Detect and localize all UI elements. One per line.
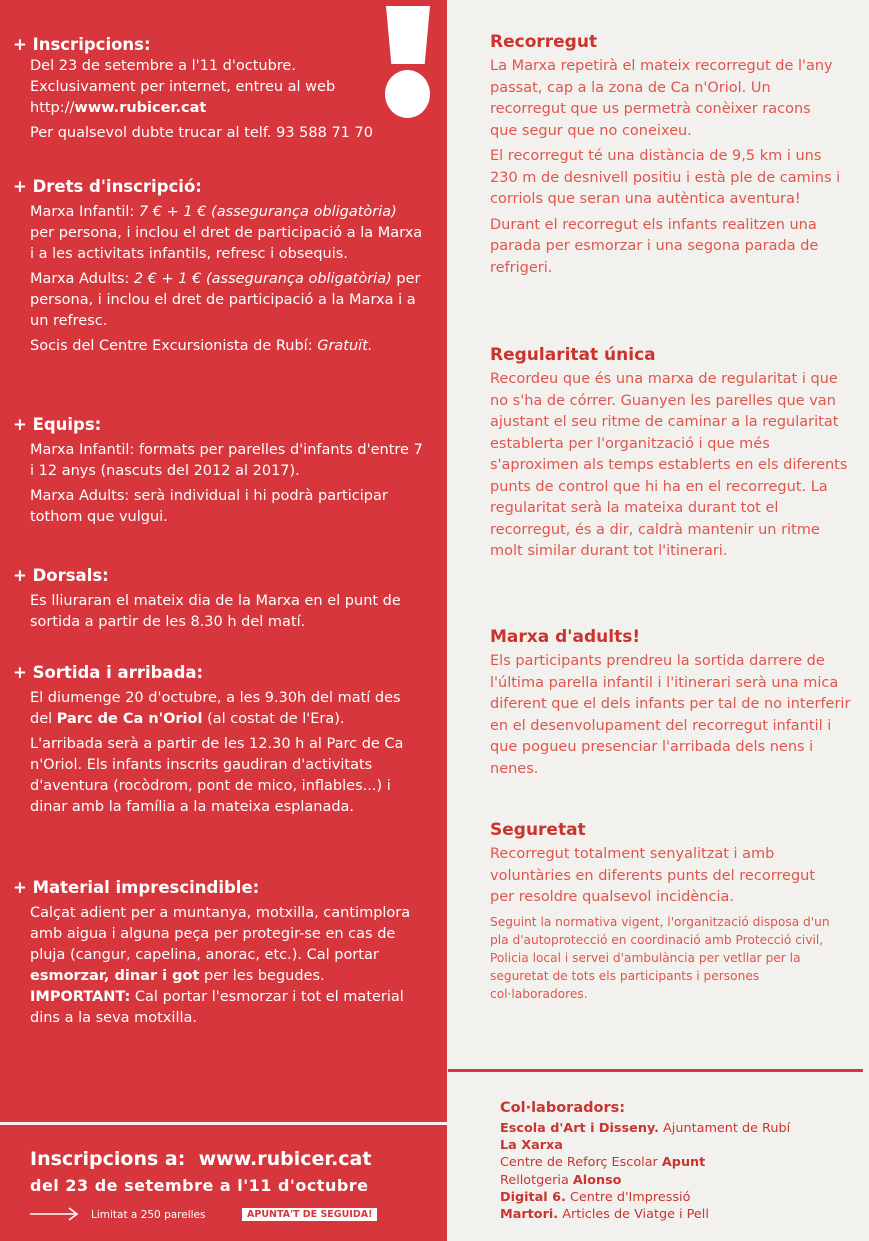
collaborator-item: Escola d'Art i Disseny. Ajuntament de Rubí xyxy=(500,1121,791,1136)
limit-text: Limitat a 250 parelles xyxy=(91,1209,206,1221)
section-text: Calçat adient per a muntanya, motxilla, cantimplora amb aigua i alguna peça per protegir-se en cas de pluja (cangur, capelina, anorac, etc.). Cal portar esmorzar, dinar i got per les begudes. IMPORTANT: Cal portar l'esmorzar i tot el material dins a la seva motxilla. xyxy=(30,905,411,1026)
banner-dates: del 23 de setembre a l'11 d'octubre xyxy=(30,1176,369,1195)
section-material xyxy=(13,877,423,1029)
section-equips xyxy=(13,414,423,532)
section-title: + Sortida i arribada: xyxy=(13,663,204,682)
banner-url[interactable]: www.rubicer.cat xyxy=(198,1148,372,1170)
section-text: Del 23 de setembre a l'11 d'octubre. Exclusivament per internet, entreu al web http://www.rubicer.cat xyxy=(30,58,336,116)
divider xyxy=(448,1069,863,1072)
collaborators xyxy=(500,1100,860,1223)
section-drets xyxy=(13,176,423,361)
section-title: + Equips: xyxy=(13,415,102,434)
section-seguretat xyxy=(490,818,862,1007)
section-title: + Material imprescindible: xyxy=(13,878,260,897)
signup-cta-badge[interactable]: APUNTA'T DE SEGUIDA! xyxy=(242,1208,377,1221)
section-text: La Marxa repetirà el mateix recorregut de l'any passat, cap a la zona de Ca n'Oriol. Un recorregut que us permetrà conèixer racons que segur que no coneixeu. xyxy=(490,58,833,139)
section-inscripcions xyxy=(13,34,423,148)
section-adults xyxy=(490,625,862,784)
section-sortida xyxy=(13,662,423,822)
section-text: L'arribada serà a partir de les 12.30 h al Parc de Ca n'Oriol. Els infants inscrits gaudiran d'activitats d'aventura (rocòdrom, pont de mico, inflables...) i dinar amb la família a la mateixa esplanada. xyxy=(30,736,404,815)
section-title: Recorregut xyxy=(490,32,598,52)
collaborator-item: Rellotgeria Alonso xyxy=(500,1172,622,1188)
section-text: Marxa Adults: serà individual i hi podrà participar tothom que vulgui. xyxy=(30,488,388,525)
section-text: Recorregut totalment senyalitzat i amb voluntàries en diferents punts del recorregut per resoldre qualsevol incidència. xyxy=(490,846,816,905)
section-text: El recorregut té una distància de 9,5 km i uns 230 m de desnivell positiu i està ple de camins i corriols que seran una autèntica aventura! xyxy=(490,148,841,207)
section-dorsals xyxy=(13,565,423,637)
collaborator-item: Centre de Reforç Escolar Apunt xyxy=(500,1155,706,1171)
section-title: Regularitat única xyxy=(490,345,656,365)
section-text: Es lliuraran el mateix dia de la Marxa en el punt de sortida a partir de les 8.30 h del matí. xyxy=(30,593,401,630)
section-text: Marxa Infantil: formats per parelles d'infants d'entre 7 i 12 anys (nascuts del 2012 al 2017). xyxy=(30,442,423,479)
collaborators-title: Col·laboradors: xyxy=(500,1100,626,1116)
section-title: + Dorsals: xyxy=(13,566,109,585)
section-text: Marxa Infantil: 7 € + 1 € (assegurança obligatòria) per persona, i inclou el dret de participació a la Marxa i a les activitats infantils, refresc i obsequis. xyxy=(30,204,423,262)
section-text-small: Seguint la normativa vigent, l'organització disposa d'un pla d'autoprotecció en coordinació amb Protecció civil, Policia local i servei d'ambulància per vetllar per la seguretat de tots els participants i persones col·laboradores. xyxy=(490,914,830,1001)
section-regularitat xyxy=(490,343,862,567)
collaborator-item: La Xarxa xyxy=(500,1138,563,1154)
section-text: El diumenge 20 d'octubre, a les 9.30h del matí des del Parc de Ca n'Oriol (al costat de l'Era). xyxy=(30,690,401,727)
section-text: Socis del Centre Excursionista de Rubí: Gratuït. xyxy=(30,338,373,354)
website-link[interactable]: www.rubicer.cat xyxy=(74,100,207,116)
section-text: Els participants prendreu la sortida darrere de l'última parella infantil i l'itinerari serà una mica diferent que el dels infants per tal de no interferir en el desenvolupament del recorregut infantil i que pogueu presenciar l'arribada dels nens i nenes. xyxy=(490,653,851,777)
phone-text: Per qualsevol dubte trucar al telf. 93 588 71 70 xyxy=(30,125,373,141)
collaborator-item: Martori. Articles de Viatge i Pell xyxy=(500,1207,709,1223)
section-title: + Drets d'inscripció: xyxy=(13,177,202,196)
section-title: Marxa d'adults! xyxy=(490,627,641,647)
section-title: Seguretat xyxy=(490,820,586,840)
section-text: Marxa Adults: 2 € + 1 € (assegurança obligatòria) per persona, i inclou el dret de participació a la Marxa i a un refresc. xyxy=(30,271,421,329)
banner-title: Inscripcions a: www.rubicer.cat xyxy=(30,1148,372,1170)
collaborator-item: Digital 6. Centre d'Impressió xyxy=(500,1189,691,1205)
section-title: + Inscripcions: xyxy=(13,35,151,54)
section-text: Durant el recorregut els infants realitzen una parada per esmorzar i una segona parada de refrigeri. xyxy=(490,216,819,276)
section-text: Recordeu que és una marxa de regularitat i que no s'ha de córrer. Guanyen les parelles que van ajustant el seu ritme de caminar a la regularitat establerta per l'organització i que més s'aproximen als temps establerts en els diferents punts de control que hi ha en el recorregut. La regularitat serà la mateixa durant tot el recorregut, és a dir, caldrà mantenir un ritme molt similar durant tot l'itinerari. xyxy=(490,371,848,559)
section-recorregut xyxy=(490,30,862,283)
arrow-right-icon xyxy=(30,1206,80,1222)
